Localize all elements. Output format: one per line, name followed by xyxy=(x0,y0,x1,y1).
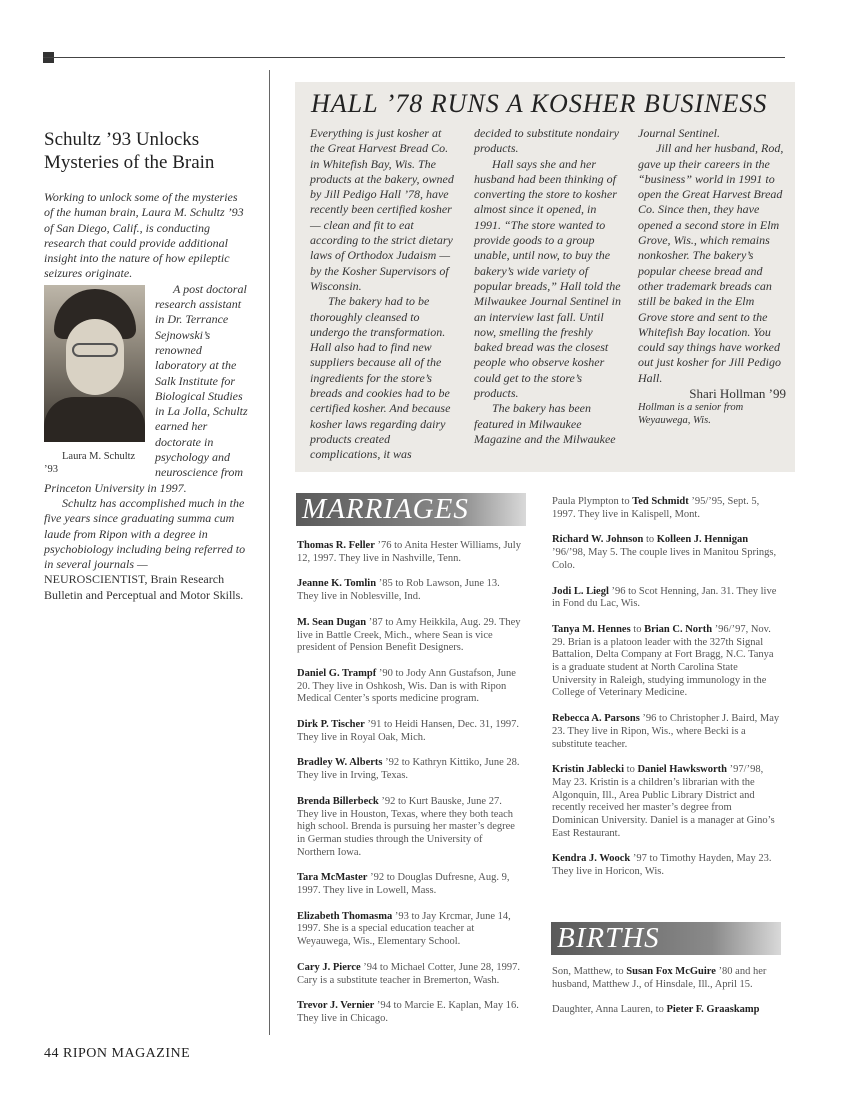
list-item xyxy=(297,872,522,897)
entry-name: Jodi L. Liegl xyxy=(552,585,609,597)
page-number: 44 xyxy=(44,1046,59,1061)
entry-name: Thomas R. Feller xyxy=(297,540,375,551)
feature-col3-para-1: Journal Sentinel. xyxy=(638,126,720,140)
list-item xyxy=(297,1000,522,1025)
entry-name: Brian C. North xyxy=(644,623,713,635)
entry-text: ’85 to Rob Lawson, June 13. They live in Noblesville, Ind. xyxy=(297,578,500,603)
entry-name: Dirk P. Tischer xyxy=(297,719,365,731)
entry-name: Tanya M. Hennes xyxy=(552,623,631,635)
entry-prefix: Daughter, Anna Lauren, to xyxy=(552,1004,667,1016)
list-item xyxy=(297,578,522,603)
entry-text: ’97 to Timothy Hayden, May 23. They live in Horicon, Wis. xyxy=(552,853,772,878)
entry-connector: to xyxy=(630,623,645,635)
entry-text: ’96 to Christopher J. Baird, May 23. They live in Ripon, Wis., where Becki is a substitute teacher. xyxy=(552,713,780,750)
entry-text: ’87 to Amy Heikkila, Aug. 29. They live in Battle Creek, Mich., where Sean is vice president of Pension Benefit Designers. xyxy=(297,616,521,654)
portrait-body xyxy=(44,397,145,442)
portrait-figure xyxy=(44,285,145,476)
entry-text: ’94 to Marcie E. Kaplan, May 16. They live in Chicago. xyxy=(297,1000,519,1024)
feature-col2-para-1: decided to substitute nondairy products. xyxy=(474,126,619,156)
entry-name: Bradley W. Alberts xyxy=(297,757,383,769)
sidebar-paragraph-3 xyxy=(44,496,249,603)
entry-name: Susan Fox McGuire xyxy=(626,966,716,977)
feature-col1-para-2: The bakery had to be thoroughly cleansed to undergo the transformation. Hall also had to find new suppliers because all of the ingredients for the store’s breads and cookies had to be certified kosher. And because kosher laws regarding dairy products created complications, it was xyxy=(310,294,451,462)
births-list xyxy=(552,966,780,1030)
list-item xyxy=(297,719,522,744)
sidebar-paragraph-3-text: Schultz has accomplished much in the five years since graduating summa cum laude from Ripon with a degree in psychobiology including being referred to in several journals — xyxy=(44,495,246,572)
entry-connector: to xyxy=(624,764,638,776)
births-heading: BIRTHS xyxy=(551,922,781,955)
list-item xyxy=(552,713,780,751)
feature-title: HALL ’78 RUNS A KOSHER BUSINESS xyxy=(311,89,768,118)
entry-prefix: Son, Matthew, to xyxy=(552,966,627,977)
feature-column-2 xyxy=(474,126,622,463)
entry-text: ’90 to Jody Ann Gustafson, June 20. They live in Oshkosh, Wis. Dan is with Ripon Medical Center’s sports medicine program. xyxy=(297,667,516,705)
entry-text: ’92 to Douglas Dufresne, Aug. 9, 1997. They live in Lowell, Mass. xyxy=(297,872,510,897)
list-item xyxy=(552,1004,780,1017)
entry-text: ’96 to Scot Henning, Jan. 31. They live in Fond du Lac, Wis. xyxy=(552,585,777,610)
entry-name: Ted Schmidt xyxy=(632,496,689,507)
list-item xyxy=(552,764,780,840)
publication-name: RIPON MAGAZINE xyxy=(63,1046,191,1061)
portrait-glasses xyxy=(72,343,118,357)
entry-name: Brenda Billerbeck xyxy=(297,795,379,807)
entry-name: Tara McMaster xyxy=(297,872,368,884)
portrait-face xyxy=(66,319,124,395)
list-item xyxy=(297,617,522,655)
entry-name: Daniel Hawksworth xyxy=(637,764,728,776)
entry-name: Rebecca A. Parsons xyxy=(552,713,640,725)
list-item xyxy=(552,534,780,572)
header-rule xyxy=(43,57,785,58)
entry-text: ’92 to Kurt Bauske, June 27. They live in Houston, Texas, where they both teach high school. Brenda is pursuing her master’s degree in German studies through the University of Northern Iowa. xyxy=(297,795,515,858)
entry-name: Jeanne K. Tomlin xyxy=(297,578,377,590)
marriages-column-right xyxy=(552,496,780,892)
entry-name: Elizabeth Thomasma xyxy=(297,910,393,922)
entry-name: Cary J. Pierce xyxy=(297,961,361,973)
sidebar-title: Schultz ’93 Unlocks Mysteries of the Brain xyxy=(44,129,215,173)
entry-text: ’91 to Heidi Hansen, Dec. 31, 1997. They live in Royal Oak, Mich. xyxy=(297,719,520,743)
marriages-column-left xyxy=(297,540,522,1039)
sidebar-paragraph-2 xyxy=(44,282,249,496)
entry-text: ’92 to Kathryn Kittiko, June 28. They live in Irving, Texas. xyxy=(297,757,520,782)
list-item xyxy=(552,966,780,991)
feature-col1-para-1: Everything is just kosher at the Great Harvest Bread Co. in Whitefish Bay, Wis. The products at the bakery, owned by Jill Pedigo Hall ’78, have recently been certified kosher — clean and fit to eat according to the strict dietary laws of Orthodox Judaism — by the Kosher Supervisors of Wisconsin. xyxy=(310,126,454,293)
list-item xyxy=(297,911,522,949)
list-item xyxy=(297,540,522,565)
entry-name: Richard W. Johnson xyxy=(552,534,644,546)
portrait-caption: Laura M. Schultz ’93 xyxy=(44,450,136,475)
list-item xyxy=(297,962,522,987)
feature-column-1 xyxy=(310,126,458,463)
entry-text: ’97/’98, May 23. Kristin is a children’s librarian with the Algonquin, Ill., Area Public Library District and recently received her master’s degree from Dominican University. Daniel is a manager at Gino’s East Restaurant. xyxy=(552,764,775,839)
sidebar-article xyxy=(44,128,249,603)
list-item xyxy=(297,668,522,706)
sidebar-paragraph-3-journals: NEUROSCIENTIST, Brain Research Bulletin and Perceptual and Motor Skills. xyxy=(44,572,244,602)
marriages-heading: MARRIAGES xyxy=(296,493,526,526)
list-item xyxy=(552,853,780,878)
list-item xyxy=(297,757,522,782)
entry-name: M. Sean Dugan xyxy=(297,616,367,628)
entry-name: Daniel G. Trampf xyxy=(297,667,377,679)
entry-text: ’96/’98, May 5. The couple lives in Manitou Springs, Colo. xyxy=(552,547,777,571)
entry-text: ’93 to Jay Krcmar, June 14, 1997. She is a special education teacher at Weyauwega, Wis., Elementary School. xyxy=(297,910,511,948)
entry-prefix: Paula Plympton to xyxy=(552,496,633,507)
entry-name: Kristin Jablecki xyxy=(552,764,625,776)
feature-col2-para-3: The bakery has been featured in Milwaukee Magazine and the Milwaukee xyxy=(474,401,616,446)
sidebar-paragraph-1: Working to unlock some of the mysteries of the human brain, Laura M. Schultz ’93 of San Diego, Calif., is conducting research that could provide additional insight into the nature of how epileptic seizures originate. xyxy=(44,190,244,281)
entry-text: ’96/’97, Nov. 29. Brian is a platoon leader with the 327th Signal Battalion, Delta Company at Fort Bragg, N.C. Tanya is a graduate student at North Carolina State University in Raleigh, studying immunology in the College of Veterinary Medicine. xyxy=(552,623,774,699)
feature-column-3 xyxy=(638,126,786,463)
feature-columns xyxy=(310,126,786,463)
entry-text: ’80 and her husband, Matthew J., of Hinsdale, Ill., April 15. xyxy=(552,966,767,990)
entry-name: Kolleen J. Hennigan xyxy=(656,534,749,546)
list-item xyxy=(552,586,780,611)
list-item xyxy=(552,624,780,700)
feature-author-note: Hollman is a senior from Weyauwega, Wis. xyxy=(638,402,744,427)
feature-col2-para-2: Hall says she and her husband had been thinking of converting the store to kosher almost since it opened, in 1991. “The store wanted to provide goods to a group unable, until now, to buy the bakery’s wide variety of popular breads,” Hall told the Milwaukee Journal Sentinel in an interview last fall. Until now, smelling the freshly baked bread was the closest people who observe kosher could get to the store’s products. xyxy=(474,156,621,401)
entry-text: ’95/’95, Sept. 5, 1997. They live in Kalispell, Mont. xyxy=(552,496,760,520)
page-footer xyxy=(44,1046,190,1062)
entry-text: ’76 to Anita Hester Williams, July 12, 1997. They live in Nashville, Tenn. xyxy=(297,540,521,564)
list-item xyxy=(552,496,780,521)
entry-text: ’94 to Michael Cotter, June 28, 1997. Cary is a substitute teacher in Bremerton, Wash. xyxy=(297,961,521,986)
column-divider xyxy=(269,70,270,1035)
entry-connector: to xyxy=(643,534,657,546)
sidebar-paragraph-2-text: A post doctoral research assistant in Dr. Terrance Sejnowski’s renowned laboratory at the Salk Institute for Biological Studies in La Jolla, Schultz earned her doctorate in psychology and neuroscience from Princeton University in 1997. xyxy=(44,281,248,495)
portrait-photo xyxy=(44,285,145,442)
entry-name: Trevor J. Vernier xyxy=(297,1000,375,1012)
entry-name: Kendra J. Woock xyxy=(552,853,631,865)
sidebar-body xyxy=(44,190,249,603)
feature-col3-para-2: Jill and her husband, Rod, gave up their careers in the “business” world in 1991 to open the Great Harvest Bread Co. Since then, they have opened a second store in Elm Grove, Wis., which remains nonkosher. The bakery’s popular cheese bread and other trademark breads can still be baked in the Elm Grove store and sent to the Whitefish Bay location. You could say things have worked out just kosher for Jill Pedigo Hall. xyxy=(638,141,784,385)
feature-author: Shari Hollman ’99 xyxy=(689,386,786,402)
entry-name: Pieter F. Graaskamp xyxy=(666,1004,760,1016)
list-item xyxy=(297,796,522,860)
